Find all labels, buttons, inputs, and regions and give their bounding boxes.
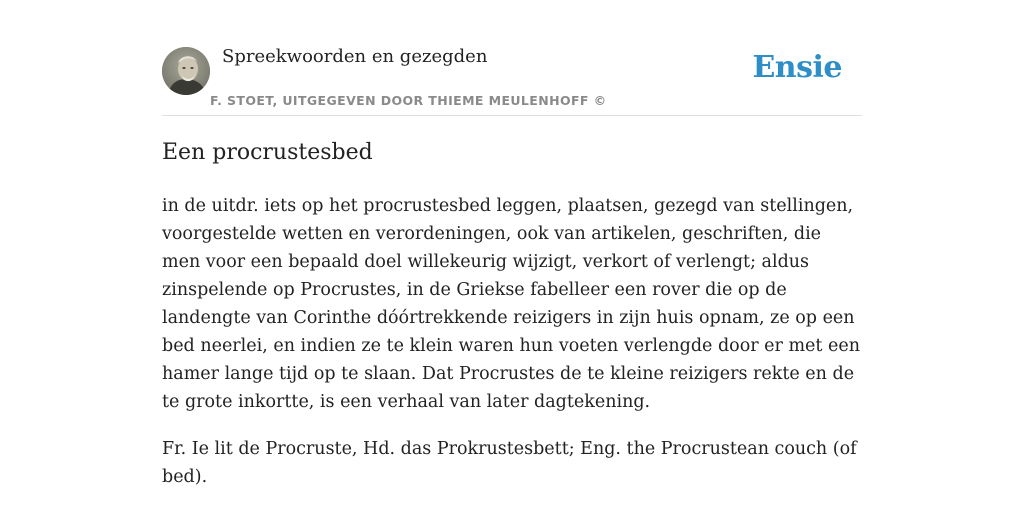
ensie-logo[interactable]: Ensie: [752, 50, 842, 85]
entry-translations-paragraph: Fr. Ie lit de Procruste, Hd. das Prokrustesbett; Eng. the Procrustean couch (of bed).: [162, 439, 857, 487]
book-title[interactable]: Spreekwoorden en gezegden: [222, 46, 488, 67]
author-portrait-image: [162, 47, 210, 95]
publisher-credit: F. STOET, UITGEGEVEN DOOR THIEME MEULENHOFF ©: [210, 93, 607, 108]
entry-definition-paragraph: in de uitdr. iets op het procrustesbed leggen, plaatsen, gezegd van stellingen, voorgestelde wetten en verordeningen, ook van artikelen, geschriften, die men voor een bepaald doel willekeurig wijzigt, verkort of verlengt; aldus zinspelende op Procrustes, in de Griekse fabelleer een rover die op de landengte van Corinthe dóórtrekkende reizigers in zijn huis opnam, ze op een bed neerlei, en indien ze te klein waren hun voeten verlengde door er met een hamer lange tijd op te slaan. Dat Procrustes de te kleine reizigers rekte en de te grote inkortte, is een verhaal van later dagtekening.: [162, 196, 860, 412]
page-header: [162, 40, 862, 116]
author-portrait-icon[interactable]: [162, 47, 210, 95]
entry-title: Een procrustesbed: [162, 140, 373, 165]
